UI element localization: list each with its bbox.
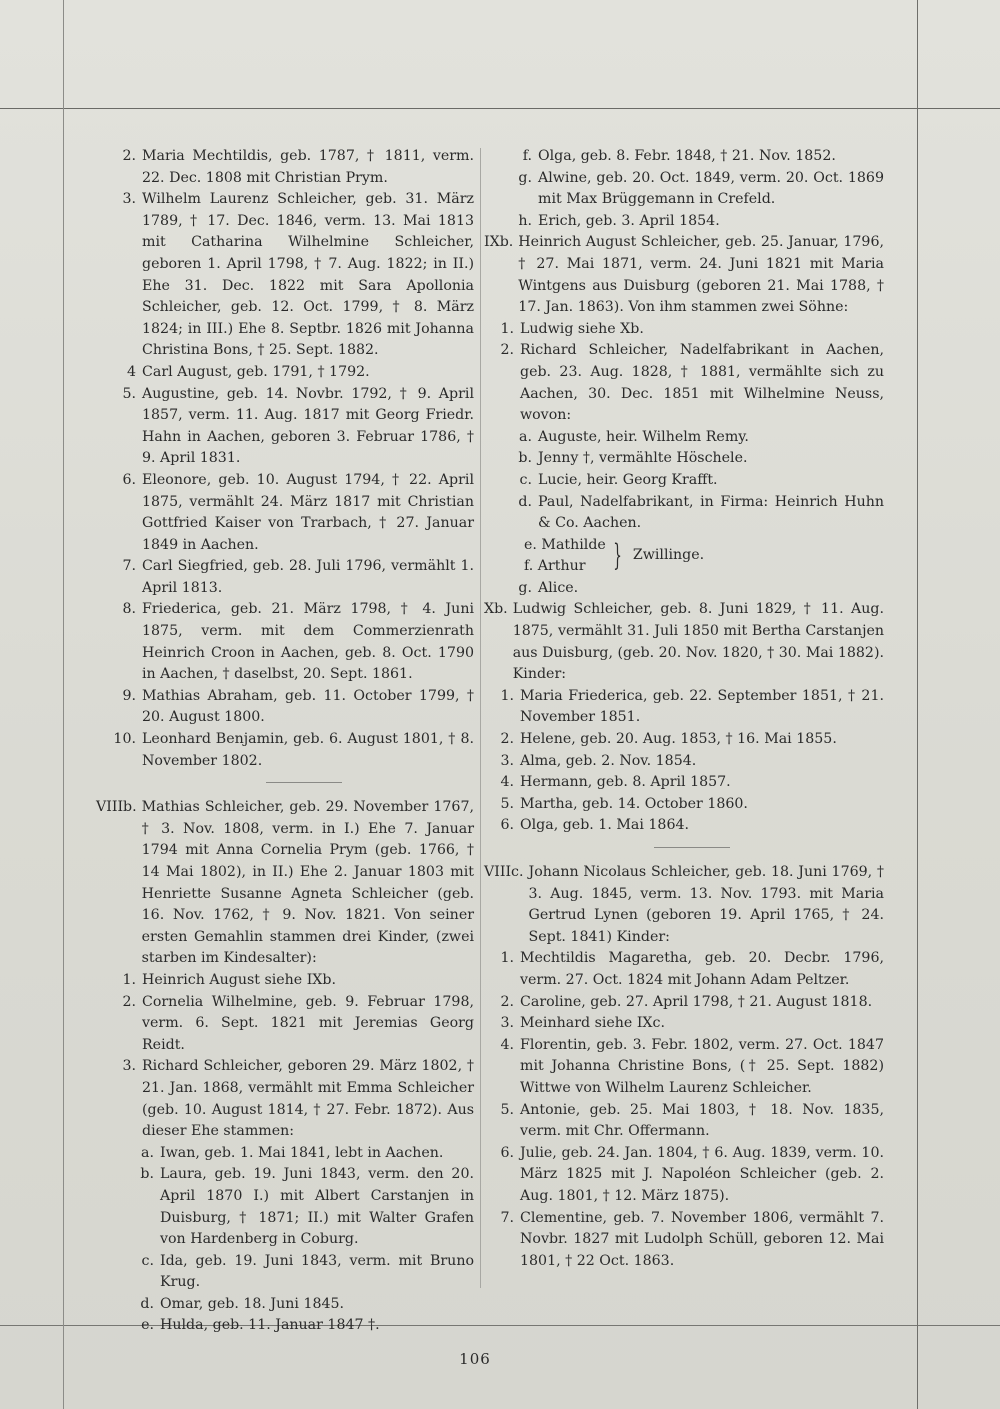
list-item: g. Alice.	[518, 579, 579, 596]
list-item: 8. Friederica, geb. 21. März 1798, † 4. Juni 1875, verm. mit dem Commerzienrath Heinrich Croon in Aachen, geb. 8. Oct. 1790 in Aachen, † daselbst, 20. Sept. 1861.	[122, 601, 474, 683]
list-item: 6. Eleonore, geb. 10. August 1794, † 22. April 1875, vermählt 24. März 1817 mit Christian Gottfried Kaiser von Trarbach, † 27. Januar 1849 in Aachen.	[122, 471, 474, 553]
left-column	[96, 146, 474, 1337]
list-item: c. Ida, geb. 19. Juni 1843, verm. mit Bruno Krug.	[141, 1252, 474, 1291]
list-item: 1. Ludwig siehe Xb.	[500, 320, 644, 337]
list-item: 3. Wilhelm Laurenz Schleicher, geb. 31. März 1789, † 17. Dec. 1846, verm. 13. Mai 1813 mit Catharina Wilhelmine Schleicher, geboren 1. April 1798, † 7. Aug. 1822; in II.) Ehe 31. Dec. 1822 mit Sara Apollonia Schleicher, geb. 12. Oct. 1799, † 8. März 1824; in III.) Ehe 8. Septbr. 1826 mit Johanna Christina Bons, † 25. Sept. 1882.	[122, 191, 474, 359]
list-item: 3. Meinhard siehe IXc.	[500, 1015, 665, 1032]
list-item: 3. Alma, geb. 2. Nov. 1854.	[500, 752, 697, 769]
list-item: 2. Cornelia Wilhelmine, geb. 9. Februar 1798, verm. 6. Sept. 1821 mit Jeremias Georg Reidt.	[122, 993, 474, 1053]
section-viiib: VIIIb. Mathias Schleicher, geb. 29. November 1767, † 3. Nov. 1808, verm. in I.) Ehe 7. Januar 1794 mit Anna Cornelia Prym (geb. 1766, † 14 Mai 1802), in II.) Ehe 2. Januar 1803 mit Henriette Susanne Agneta Schleicher (geb. 16. Nov. 1762, † 9. Nov. 1821. Von seiner ersten Gemahlin stammen drei Kinder, (zwei starben im Kindesalter):	[96, 799, 474, 967]
list-item: 7. Clementine, geb. 7. November 1806, vermählt 7. Novbr. 1827 mit Ludolph Schüll, geboren 12. Mai 1801, † 22 Oct. 1863.	[500, 1209, 884, 1269]
right-margin-rule	[917, 0, 918, 1409]
list-item: d. Omar, geb. 18. Juni 1845.	[140, 1295, 345, 1312]
list-item: 5. Martha, geb. 14. October 1860.	[500, 795, 748, 812]
list-item: 2. Caroline, geb. 27. April 1798, † 21. August 1818.	[500, 993, 873, 1010]
twin-arthur: f. Arthur	[524, 558, 586, 575]
right-column	[484, 146, 884, 1272]
twins-names	[524, 535, 606, 578]
list-item: 7. Carl Siegfried, geb. 28. Juli 1796, vermählt 1. April 1813.	[122, 558, 474, 596]
section-ixb: IXb. Heinrich August Schleicher, geb. 25. Januar, 1796, † 27. Mai 1871, verm. 24. Juni 1821 mit Maria Wintgens aus Duisburg (geboren 21. Mai 1788, † 17. Jan. 1863). Von ihm stammen zwei Söhne:	[484, 234, 884, 316]
list-item: f. Olga, geb. 8. Febr. 1848, † 21. Nov. 1852.	[522, 148, 836, 164]
column-divider	[480, 148, 481, 1288]
page-number: 106	[459, 1350, 491, 1368]
twin-mathilde: e. Mathilde	[524, 536, 606, 553]
list-item: 1. Mechtildis Magaretha, geb. 20. Decbr. 1796, verm. 27. Oct. 1824 mit Johann Adam Peltzer.	[500, 950, 884, 988]
list-item: 1. Heinrich August siehe IXb.	[122, 971, 337, 988]
list-item: 3. Richard Schleicher, geboren 29. März 1802, † 21. Jan. 1868, vermählt mit Emma Schleicher (geb. 10. August 1814, † 27. Febr. 1872). Aus dieser Ehe stammen:	[122, 1058, 474, 1140]
list-item: d. Paul, Nadelfabrikant, in Firma: Heinrich Huhn & Co. Aachen.	[518, 493, 884, 532]
list-item: 2. Richard Schleicher, Nadelfabrikant in Aachen, geb. 23. Aug. 1828, † 1881, vermählte sich zu Aachen, 30. Dec. 1851 mit Wilhelmine Neuss, wovon:	[500, 342, 884, 424]
list-item: c. Lucie, heir. Georg Krafft.	[519, 471, 718, 488]
list-item: 6. Olga, geb. 1. Mai 1864.	[500, 817, 690, 834]
list-item: 5. Antonie, geb. 25. Mai 1803, † 18. Nov. 1835, verm. mit Chr. Offermann.	[500, 1101, 884, 1140]
section-xb: Xb. Ludwig Schleicher, geb. 8. Juni 1829, † 11. Aug. 1875, vermählt 31. Juli 1850 mit Bertha Carstanjen aus Duisburg, (geb. 20. Nov. 1820, † 30. Mai 1882). Kinder:	[484, 601, 885, 683]
top-rule	[0, 108, 1000, 109]
left-margin-rule	[63, 0, 64, 1409]
list-item: 4. Hermann, geb. 8. April 1857.	[500, 774, 731, 791]
list-item: 10. Leonhard Benjamin, geb. 6. August 1801, † 8. November 1802.	[113, 731, 474, 769]
list-item: a. Auguste, heir. Wilhelm Remy.	[519, 428, 749, 445]
list-item: h. Erich, geb. 3. April 1854.	[518, 212, 720, 229]
twins-label: Zwillinge.	[632, 547, 705, 564]
list-item: 4. Florentin, geb. 3. Febr. 1802, verm. 27. Oct. 1847 mit Johanna Christine Bons, († 25. Sept. 1882) Wittwe von Wilhelm Laurenz Schleicher.	[500, 1036, 884, 1096]
list-item: 2. Maria Mechtildis, geb. 1787, † 1811, verm. 22. Dec. 1808 mit Christian Prym.	[122, 148, 474, 186]
list-item: 5. Augustine, geb. 14. Novbr. 1792, † 9. April 1857, verm. 11. Aug. 1817 mit Georg Friedr. Hahn in Aachen, geboren 3. Februar 1786, † 9. April 1831.	[122, 385, 474, 467]
section-viiic: VIIIc. Johann Nicolaus Schleicher, geb. 18. Juni 1769, † 3. Aug. 1845, verm. 13. Nov. 1793. mit Maria Gertrud Lynen (geboren 19. April 1765, † 24. Sept. 1841) Kinder:	[484, 864, 884, 945]
section-separator	[654, 847, 730, 848]
list-item: 2. Helene, geb. 20. Aug. 1853, † 16. Mai 1855.	[500, 731, 837, 748]
list-item: b. Laura, geb. 19. Juni 1843, verm. den 20. April 1870 I.) mit Albert Carstanjen in Duisburg, † 1871; II.) mit Walter Grafen von Hardenberg in Coburg.	[140, 1166, 474, 1248]
twins-group	[484, 535, 884, 578]
brace-glyph: }	[613, 538, 622, 574]
list-item: 9. Mathias Abraham, geb. 11. October 1799, † 20. August 1800.	[122, 687, 474, 726]
list-item: g. Alwine, geb. 20. Oct. 1849, verm. 20. Oct. 1869 mit Max Brüggemann in Crefeld.	[518, 169, 884, 208]
list-item: b. Jenny †, vermählte Höschele.	[518, 450, 748, 467]
section-separator	[266, 782, 342, 783]
list-item: 1. Maria Friederica, geb. 22. September 1851, † 21. November 1851.	[500, 687, 884, 726]
list-item: e. Hulda, geb. 11. Januar 1847 †.	[141, 1317, 380, 1334]
list-item: 4 Carl August, geb. 1791, † 1792.	[126, 363, 370, 380]
list-item: 6. Julie, geb. 24. Jan. 1804, † 6. Aug. 1839, verm. 10. März 1825 mit J. Napoléon Schleicher (geb. 2. Aug. 1801, † 12. März 1875).	[500, 1144, 884, 1204]
list-item: a. Iwan, geb. 1. Mai 1841, lebt in Aachen.	[141, 1144, 444, 1161]
